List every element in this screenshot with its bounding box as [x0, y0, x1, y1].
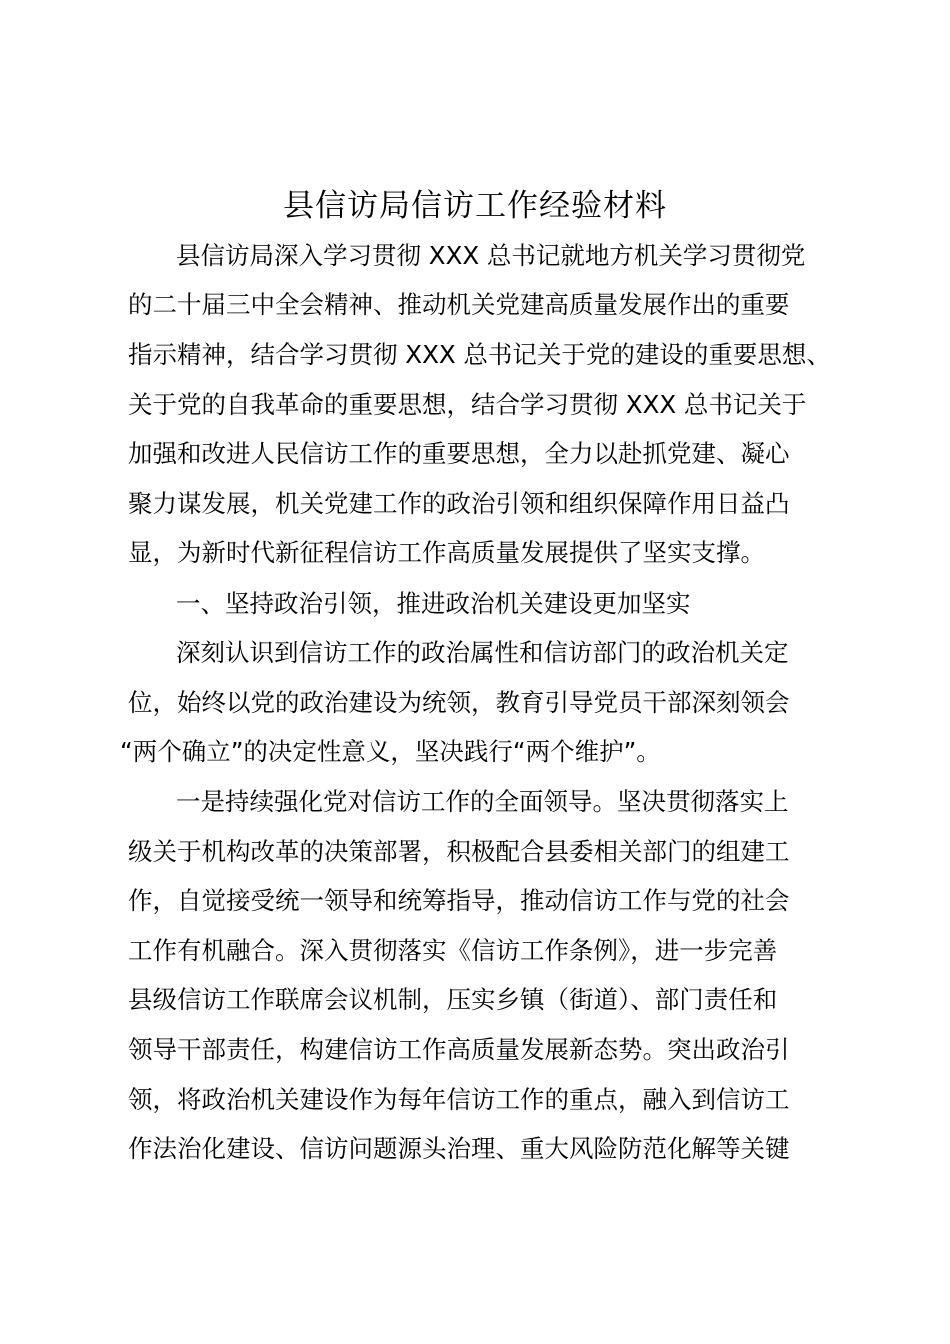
paragraph-line: 深刻认识到信访工作的政治属性和信访部门的政治机关定 [176, 638, 789, 667]
paragraph-line: 一是持续强化党对信访工作的全面领导。坚决贯彻落实上 [176, 787, 789, 816]
paragraph-line: 聚力谋发展，机关党建工作的政治引领和组织保障作用日益凸 [128, 489, 790, 518]
paragraph-line: 县级信访工作联席会议机制，压实乡镇（街道）、部门责任和 [128, 985, 778, 1014]
paragraph-line: 级关于机构改革的决策部署，积极配合县委相关部门的组建工 [128, 837, 790, 866]
paragraph-line: 领导干部责任，构建信访工作高质量发展新态势。突出政治引 [128, 1035, 790, 1064]
paragraph-line: 的二十届三中全会精神、推动机关党建高质量发展作出的重要 [128, 290, 790, 319]
paragraph-line: 位，始终以党的政治建设为统领，教育引导党员干部深刻领会 [128, 688, 790, 717]
section-heading: 一、坚持政治引领，推进政治机关建设更加坚实 [176, 589, 691, 618]
paragraph-line: 作法治化建设、信访问题源头治理、重大风险防范化解等关键 [128, 1134, 790, 1163]
paragraph-line: 加强和改进人民信访工作的重要思想，全力以赴抓党建、凝心 [128, 439, 790, 468]
paragraph-line: 指示精神，结合学习贯彻 XXX 总书记关于党的建设的重要思想、 [128, 340, 831, 369]
document-title: 县信访局信访工作经验材料 [283, 188, 667, 224]
paragraph-line: 显，为新时代新征程信访工作高质量发展提供了坚实支撑。 [128, 538, 765, 567]
paragraph-line: 作，自觉接受统一领导和统筹指导，推动信访工作与党的社会 [128, 886, 790, 915]
paragraph-line: 领，将政治机关建设作为每年信访工作的重点，融入到信访工 [128, 1085, 790, 1114]
paragraph-line: “两个确立”的决定性意义，坚决践行“两个维护”。 [120, 737, 661, 766]
paragraph-line: 关于党的自我革命的重要思想，结合学习贯彻 XXX 总书记关于 [128, 390, 807, 419]
paragraph-line: 县信访局深入学习贯彻 XXX 总书记就地方机关学习贯彻党 [176, 241, 806, 270]
paragraph-line: 工作有机融合。深入贯彻落实《信访工作条例》，进一步完善 [128, 936, 778, 965]
